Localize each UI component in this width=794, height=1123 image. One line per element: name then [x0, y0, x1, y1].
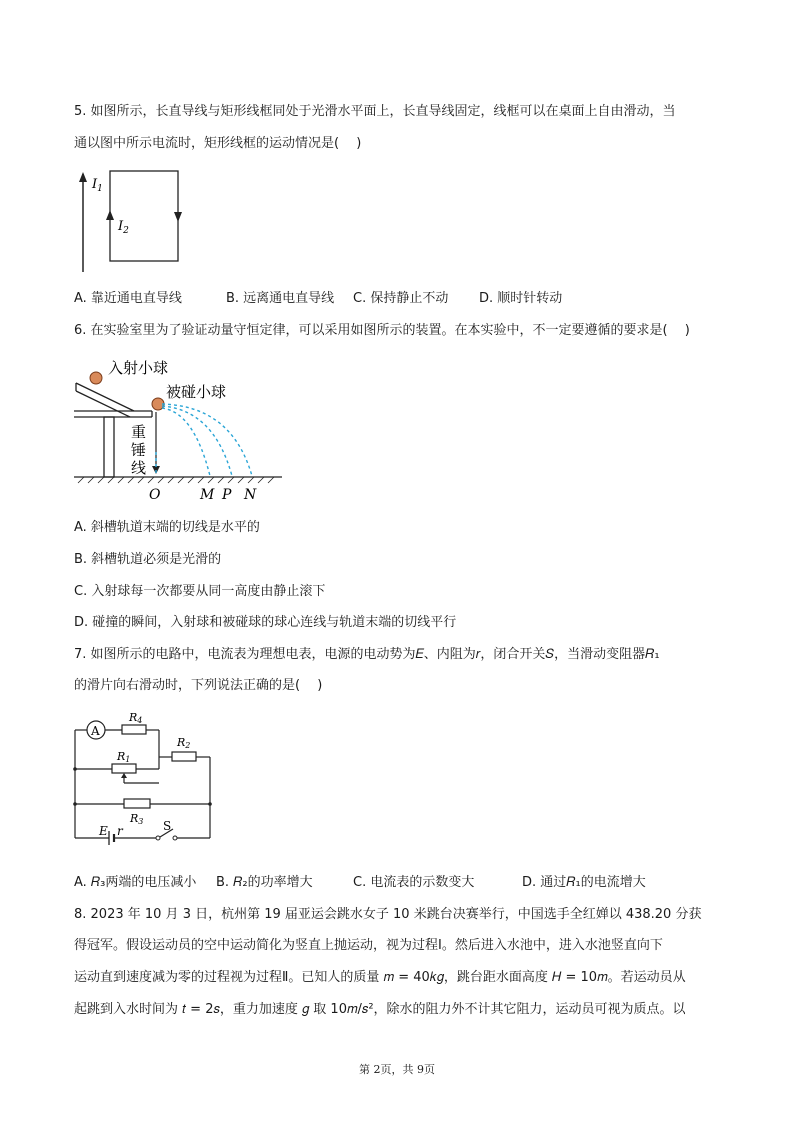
q5-option-a[interactable]: A. 靠近通电直导线	[74, 291, 182, 306]
q6-plumb-char3: 线	[131, 459, 147, 477]
q7-switch-label: S	[163, 819, 172, 833]
q5-i2-label: $I_2$	[118, 219, 129, 236]
q7-option-d[interactable]: D. 通过𝑅₁的电流增大	[522, 875, 646, 890]
q7-ammeter-label: A	[91, 724, 100, 738]
page-footer: 第 2页，共 9页	[359, 1063, 435, 1076]
q7-r3-label: R3	[130, 812, 144, 826]
q7-r4-label: R4	[129, 711, 143, 725]
q7-r2-label: R2	[177, 736, 191, 750]
q6-point-m: M	[200, 487, 215, 503]
q6-point-n: N	[244, 487, 257, 503]
q6-point-o: O	[149, 487, 161, 503]
q6-option-c[interactable]: C. 入射球每一次都要从同一高度由静止滚下	[74, 584, 326, 599]
q7-internal-r-label: r	[117, 824, 123, 838]
q8-stem-line1: 8. 2023 年 10 月 3 日，杭州第 19 届亚运会跳水女子 10 米跳台决赛举行，中国选手全红婵以 438.20 分获	[74, 907, 702, 922]
q7-stem-line1: 7. 如图所示的电路中，电流表为理想电表，电源的电动势为𝐸、内阻为𝑟，闭合开关𝑆，当滑动变阻器𝑅₁	[74, 647, 660, 662]
q7-emf-label: E	[99, 824, 108, 838]
q5-option-d[interactable]: D. 顺时针转动	[479, 291, 563, 306]
q5-wire-frame-figure	[74, 168, 194, 276]
q6-target-ball-label: 被碰小球	[166, 383, 227, 401]
q6-option-d[interactable]: D. 碰撞的瞬间，入射球和被碰球的球心连线与轨道末端的切线平行	[74, 615, 457, 630]
q6-option-a[interactable]: A. 斜槽轨道末端的切线是水平的	[74, 520, 260, 535]
q8-stem-line4: 起跳到入水时间为 𝑡 = 2𝑠，重力加速度 𝑔 取 10𝑚/𝑠²，除水的阻力外不计其它阻力，运动员可视为质点。以	[74, 1002, 686, 1017]
q7-r1-label: R1	[117, 750, 131, 764]
q8-stem-line2: 得冠军。假设运动员的空中运动简化为竖直上抛运动，视为过程Ⅰ。然后进入水池中，进入水池竖直向下	[74, 938, 663, 953]
q6-option-b[interactable]: B. 斜槽轨道必须是光滑的	[74, 552, 222, 567]
q5-option-b[interactable]: B. 远离通电直导线	[226, 291, 335, 306]
q6-collision-apparatus-figure	[74, 352, 284, 508]
q7-option-b[interactable]: B. 𝑅₂的功率增大	[216, 875, 313, 890]
q6-incident-ball-label: 入射小球	[108, 359, 169, 377]
q5-option-c[interactable]: C. 保持静止不动	[353, 291, 449, 306]
q6-plumb-char2: 锤	[131, 441, 147, 459]
q6-point-p: P	[222, 487, 232, 503]
q8-stem-line3: 运动直到速度减为零的过程视为过程Ⅱ。已知人的质量 𝑚 = 40𝑘𝑔，跳台距水面高度 𝐻 = 10𝑚。若运动员从	[74, 970, 686, 985]
q5-stem-line1: 5. 如图所示，长直导线与矩形线框同处于光滑水平面上，长直导线固定，线框可以在桌面上自由滑动，当	[74, 104, 676, 119]
q6-stem-line1: 6. 在实验室里为了验证动量守恒定律，可以采用如图所示的装置。在本实验中，不一定要遵循的要求是( )	[74, 323, 690, 338]
q7-option-a[interactable]: A. 𝑅₃两端的电压减小	[74, 875, 197, 890]
q7-option-c[interactable]: C. 电流表的示数变大	[353, 875, 475, 890]
q6-plumb-char1: 重	[131, 423, 147, 441]
q7-circuit-figure	[72, 708, 217, 860]
q7-stem-line2: 的滑片向右滑动时，下列说法正确的是( )	[74, 678, 323, 693]
q5-stem-line2: 通以图中所示电流时，矩形线框的运动情况是( )	[74, 136, 362, 151]
q5-i1-label: $I_1$	[92, 177, 103, 194]
